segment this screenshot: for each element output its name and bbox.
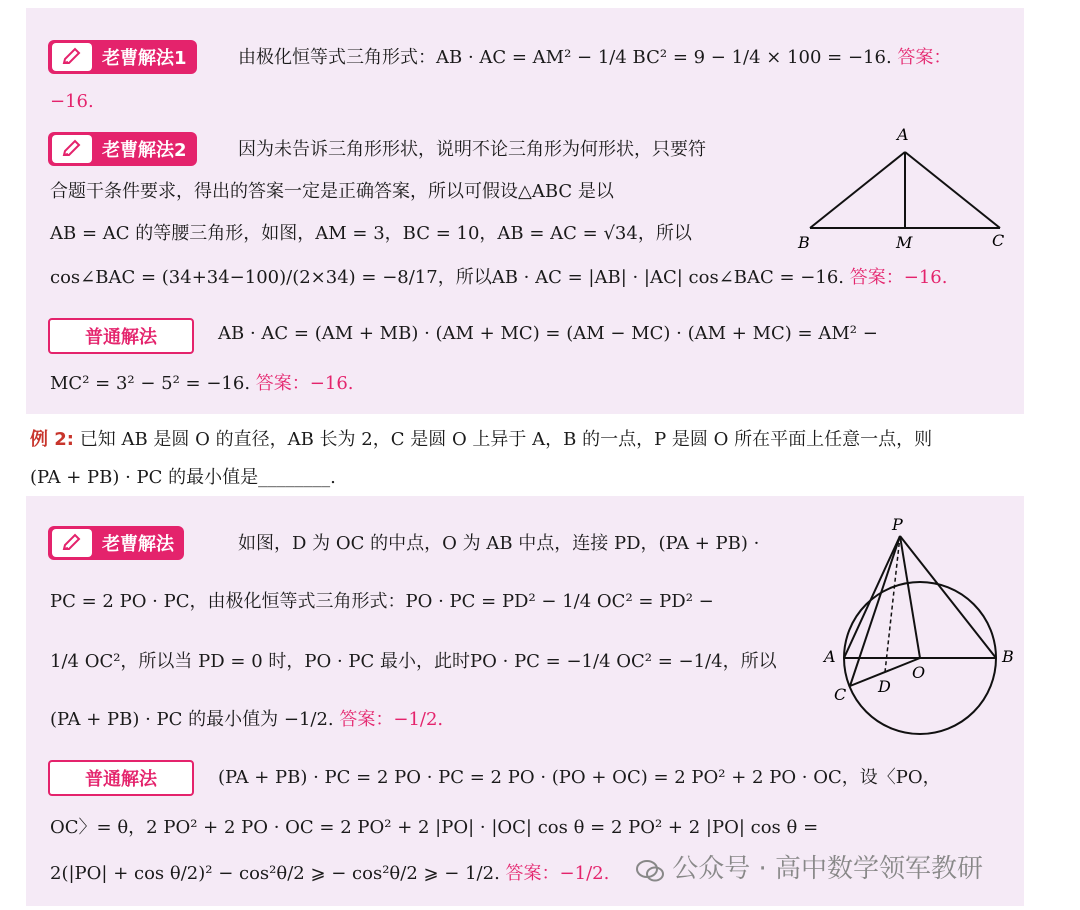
label-A: A bbox=[824, 647, 836, 666]
label-C: C bbox=[834, 685, 847, 704]
method2-line4: cos∠BAC = (34+34−100)/(2×34) = −8/17，所以AB · AC = |AB| · |AC| cos∠BAC = −16. 答案：−16. bbox=[50, 267, 948, 288]
watermark: 公众号 · 高中数学领军教研 bbox=[636, 848, 983, 885]
circle-pyramid-figure bbox=[820, 516, 1020, 736]
example2-line2: (PA + PB) · PC 的最小值是________. bbox=[30, 467, 336, 488]
label-O: O bbox=[912, 663, 926, 682]
label-P: P bbox=[892, 516, 903, 534]
normal1-line2: MC² = 3² − 5² = −16. 答案：−16. bbox=[50, 373, 354, 394]
method2-line3: AB = AC 的等腰三角形，如图，AM = 3，BC = 10，AB = AC = √34，所以 bbox=[50, 223, 692, 244]
wechat-icon bbox=[636, 859, 664, 881]
method1-line1: 由极化恒等式三角形式：AB · AC = AM² − 1/4 BC² = 9 − 1/4 × 100 = −16. 答案： bbox=[238, 47, 952, 68]
method2-line2: 合题干条件要求，得出的答案一定是正确答案，所以可假设△ABC 是以 bbox=[50, 181, 614, 202]
normal2-line3: 2(|PO| + cos θ/2)² − cos²θ/2 ⩾ − cos²θ/2 ⩾ − 1/2. 答案：−1/2. bbox=[50, 863, 610, 884]
isosceles-triangle-figure bbox=[790, 118, 1020, 258]
normal-method-tag-1: 普通解法 bbox=[48, 318, 194, 354]
method3-line4: (PA + PB) · PC 的最小值为 −1/2. 答案：−1/2. bbox=[50, 709, 444, 730]
method3-line1: 如图，D 为 OC 的中点，O 为 AB 中点，连接 PD，(PA + PB) · bbox=[238, 533, 760, 554]
normal2-line2: OC〉= θ，2 PO² + 2 PO · OC = 2 PO² + 2 |PO| · |OC| cos θ = 2 PO² + 2 |PO| cos θ = bbox=[50, 817, 819, 838]
example2-line1: 例 2: 已知 AB 是圆 O 的直径，AB 长为 2，C 是圆 O 上异于 A，B 的一点，P 是圆 O 所在平面上任意一点，则 bbox=[30, 429, 933, 450]
label-A: A bbox=[897, 125, 909, 144]
pencil-icon bbox=[52, 135, 92, 163]
method3-line2: PC = 2 PO · PC，由极化恒等式三角形式：PO · PC = PD² − 1/4 OC² = PD² − bbox=[50, 591, 714, 612]
label-D: D bbox=[878, 677, 891, 696]
method2-tag: 老曹解法2 bbox=[48, 132, 197, 166]
label-B: B bbox=[1002, 647, 1014, 666]
method1-answer: −16. bbox=[50, 91, 94, 112]
pencil-icon bbox=[52, 529, 92, 557]
label-B: B bbox=[798, 233, 810, 252]
method3-tag: 老曹解法 bbox=[48, 526, 184, 560]
label-C: C bbox=[992, 231, 1005, 250]
method2-line1: 因为未告诉三角形形状，说明不论三角形为何形状，只要符 bbox=[238, 139, 706, 160]
label-M: M bbox=[896, 233, 913, 252]
normal1-line1: AB · AC = (AM + MB) · (AM + MC) = (AM − MC) · (AM + MC) = AM² − bbox=[218, 323, 878, 344]
method3-line3: 1/4 OC²，所以当 PD = 0 时，PO · PC 最小，此时PO · PC = −1/4 OC² = −1/4，所以 bbox=[50, 651, 777, 672]
normal-method-tag-2: 普通解法 bbox=[48, 760, 194, 796]
method1-tag: 老曹解法1 bbox=[48, 40, 197, 74]
pencil-icon bbox=[52, 43, 92, 71]
normal2-line1: (PA + PB) · PC = 2 PO · PC = 2 PO · (PO + OC) = 2 PO² + 2 PO · OC，设〈PO， bbox=[218, 767, 941, 788]
